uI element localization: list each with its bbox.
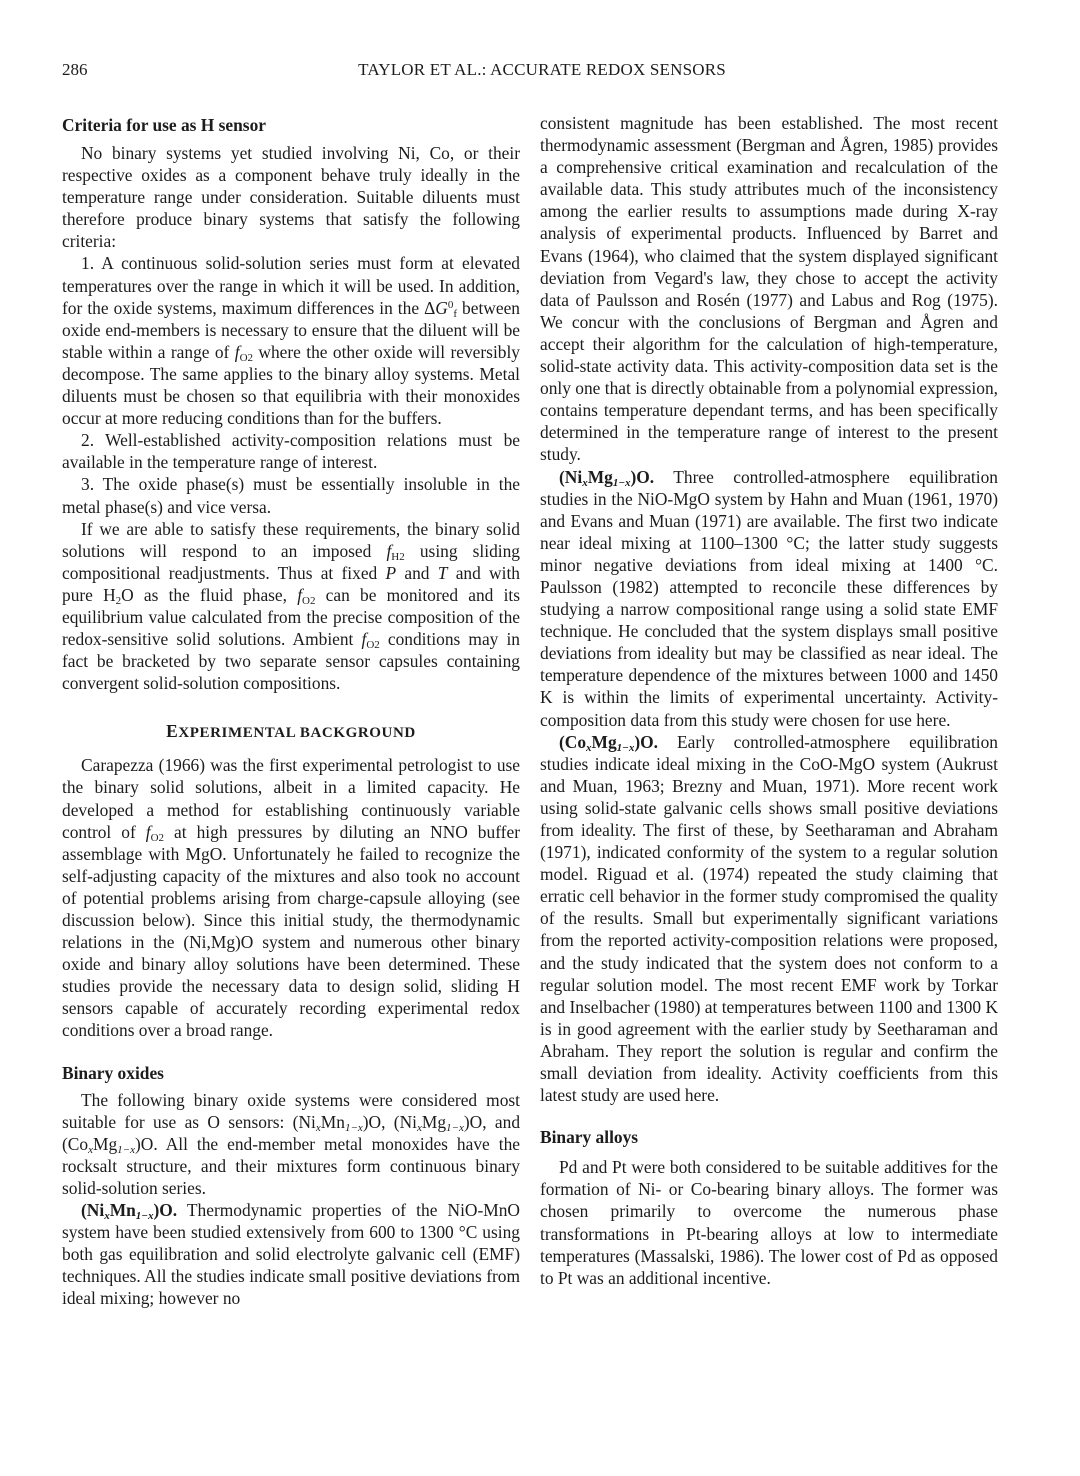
paragraph-comg: $(Co_xMg_{1-x})O$. Early controlled-atmosphere equilibration studies indicate ideal mixing in the CoO-MgO system (Aukrust and Muan, 1963; Brezny and Muan, 1971). More recent work using solid-state galvanic cells shows small positive deviations from ideality. The first of these, by Seetharaman and Abraham (1971), indicated conformity of the system to a regular solution model. Riguad et al. (1974) repeated the study claiming that erratic cell behavior in the former study compromised the quality of the results. Small but experimentally significant variations from the reported activity-composition relations were proposed, and the study indicated that the system does not conform to a regular solution model. The most recent EMF work by Torkar and Inselbacher (1980) at temperatures between 1100 and 1300 K is in good agreement with the earlier study by Seetharaman and Abraham. They report the solution is regular and confirm the small deviation from ideality. Activity coefficients from this latest study are used here. — [540, 731, 998, 1106]
paragraph-binary-oxides: The following binary oxide systems were considered most suitable for use as O sensors: $(Ni_xMn_{1-x})O$, $(Ni_xMg_{1-x})O$, and $(Co_xMg_{1-x})O$. All the end-member metal monoxides have the rocksalt structure, and their mixtures form continuous binary solid-solution series. — [62, 1089, 521, 1198]
criterion-1: 1. A continuous solid-solution series must form at elevated temperatures over the range in which it will be used. In addition, for the oxide systems, maximum differences in the $\Delta G^0_f$ between oxide end-members is necessary to ensure that the diluent will be stable within a range of $f_{O2}$ where the other oxide will reversibly decompose. The same applies to the binary alloy systems. Metal diluents must be chosen so that equilibria with their monoxides occur at more reducing conditions than for the buffers. — [62, 253, 520, 429]
criterion-3: 3. The oxide phase(s) must be essentially insoluble in the metal phase(s) and vice versa. — [62, 474, 520, 517]
paragraph-nimn-continued: consistent magnitude has been established. The most recent thermodynamic assessment (Bergman and Ågren, 1985) provides a comprehensive critical examination and recalculation of the available data. This study attributes much of the inconsistency among the earlier results to assumptions made during X-ray analysis of experimental products. Influenced by Barret and Evans (1964), who claimed that the system displayed significant deviation from Vegard's law, they chose to accept the activity data of Paulsson and Rosén (1977) and Labus and Rog (1975). We concur with the conclusions of Bergman and Ågren and accept their algorithm for the calculation of high-temperature, solid-state activity data. This activity-composition data set is the only one that is directly obtainable from a polynomial expression, contains temperature dependant terms, and has been specifically determined in the temperature range of interest to the present study. — [540, 113, 998, 465]
paragraph-experimental: Carapezza (1966) was the first experimental petrologist to use the binary solid solutions, albeit in a limited capacity. He developed a method for establishing continuously variable control of $f_{O2}$ at high pressures by diluting an NNO buffer assemblage with MgO. Unfortunately he failed to recognize the self-adjusting capacity of the mixtures and also took no account of potential problems arising from charge-capsule alloying (see discussion below). Since this initial study, the thermodynamic relations in the (Ni,Mg)O system and numerous other binary oxide and binary alloy solutions have been determined. These studies provide the necessary data to design solid, sliding H sensors capable of accurately recording experimental redox conditions over a broad range. — [62, 755, 520, 1041]
paragraph-nimg: $(Ni_xMg_{1-x})O$. Three controlled-atmosphere equilibration studies in the NiO-MgO system by Hahn and Muan (1961, 1970) and Evans and Muan (1971) are available. The first two indicate near ideal mixing at 1100–1300 °C; the latter study suggests minor negative deviations from ideal mixing at 1400 °C. Paulsson (1982) attempted to reconcile these differences by studying a narrow compositional range using a solid state EMF technique. He concluded that the system displays small positive deviations from ideality but may be classified as near ideal. The temperature dependence of the mixtures between 1000 and 1450 K is within the limits of experimental uncertainty. Activity-composition data from this study were chosen for use here. — [540, 466, 998, 730]
paragraph-nimn: $(Ni_xMn_{1-x})O$. Thermodynamic properties of the NiO-MnO system have been studied extensively from 600 to 1300 °C using both gas equilibration and solid electrolyte galvanic cell (EMF) techniques. All the studies indicate small positive deviations from ideal mixing; however no — [62, 1200, 520, 1309]
criterion-2: 2. Well-established activity-composition relations must be available in the temperature range of interest. — [62, 430, 520, 473]
heading-criteria: Criteria for use as H sensor — [62, 115, 266, 135]
left-column — [62, 112, 520, 1310]
heading-experimental-background: EXPERIMENTAL BACKGROUND — [166, 721, 416, 742]
right-column — [540, 112, 998, 1289]
running-title: TAYLOR ET AL.: ACCURATE REDOX SENSORS — [358, 60, 726, 79]
page-header — [62, 60, 1022, 84]
paragraph-intro: No binary systems yet studied involving Ni, Co, or their respective oxides as a component behave truly ideally in the temperature range under consideration. Suitable diluents must therefore produce binary systems that satisfy the following criteria: — [62, 143, 520, 252]
heading-binary-alloys: Binary alloys — [540, 1127, 639, 1148]
heading-binary-oxides: Binary oxides — [62, 1062, 164, 1083]
page-number: 286 — [62, 60, 88, 79]
paragraph-requirements: If we are able to satisfy these requirements, the binary solid solutions will respond to an imposed $f_{H2}$ using sliding compositional readjustments. Thus at fixed P and T and with pure $H_2O$ as the fluid phase, $f_{O2}$ can be monitored and its equilibrium value calculated from the precise composition of the redox-sensitive solid solutions. Ambient $f_{O2}$ conditions may in fact be bracketed by two separate sensor capsules containing convergent solid-solution compositions. — [62, 518, 520, 694]
paragraph-binary-alloys: Pd and Pt were both considered to be suitable additives for the formation of Ni- or Co-bearing binary alloys. The former was chosen primarily to overcome the numerous phase transformations in Pt-bearing alloys at low to intermediate temperatures (Massalski, 1986). The lower cost of Pd as opposed to Pt was an additional incentive. — [540, 1157, 998, 1288]
